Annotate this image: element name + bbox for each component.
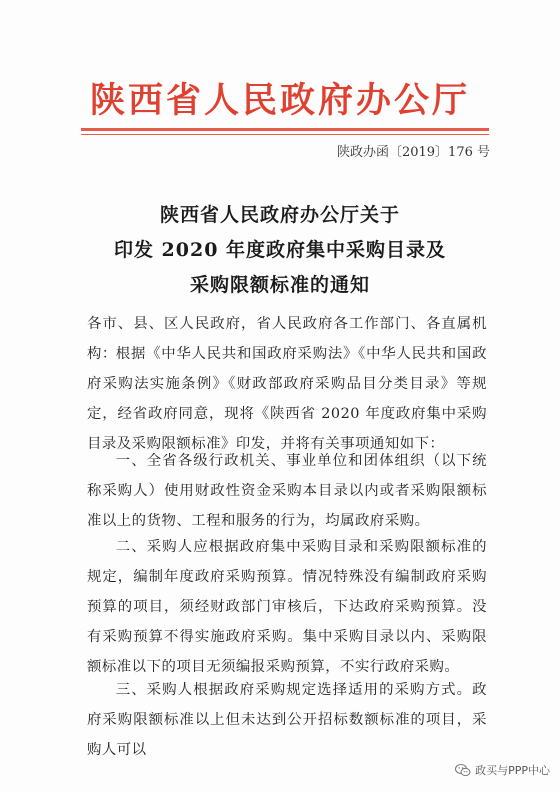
paragraph-intro: 根据《中华人民共和国政府采购法》《中华人民共和国政府采购法实施条例》《财政部政府采购品目分类目录》等规定，经省政府同意，现将《陕西省 2020 年度政府集中采购目录及采购限额标准》印发，并将有关事项通知如下： <box>87 346 487 452</box>
document-number: 陕政办函〔2019〕176 号 <box>336 145 490 160</box>
paragraph-item-2: 二、采购人应根据政府集中采购目录和采购限额标准的规定，编制年度政府采购预算。情况特殊没有编制政府采购预算的项目，须经财政部门审核后，下达政府采购预算。没有采购预算不得实施政府采购。集中采购目录以内、采购限额标准以下的项目无须编报采购预算，不实行政府采购。 <box>87 539 487 675</box>
watermark-text: 政买与PPP中心 <box>475 764 550 777</box>
header-rule-thin <box>81 134 489 135</box>
notice-title-line-1: 陕西省人民政府办公厅关于 <box>159 204 400 226</box>
salutation: 各市、县、区人民政府，省人民政府各工作部门、各直属机构： <box>87 316 487 362</box>
header-rule-thick <box>81 128 489 131</box>
paragraph-item-3: 三、采购人根据政府采购规定选择适用的采购方式。政府采购限额标准以上但未达到公开招标数额标准的项目，采购人可以 <box>87 682 487 758</box>
org-header-title: 陕西省人民政府办公厅 <box>89 80 470 121</box>
notice-title-line-2: 印发 2020 年度政府集中采购目录及 <box>113 239 447 261</box>
notice-title-line-3: 采购限额标准的通知 <box>189 274 370 296</box>
paragraph-item-1: 一、全省各级行政机关、事业单位和团体组织（以下统称采购人）使用财政性资金采购本目录以内或者采购限额标准以上的货物、工程和服务的行为，均属政府采购。 <box>87 453 487 529</box>
watermark <box>455 762 550 778</box>
wechat-icon <box>455 764 471 777</box>
